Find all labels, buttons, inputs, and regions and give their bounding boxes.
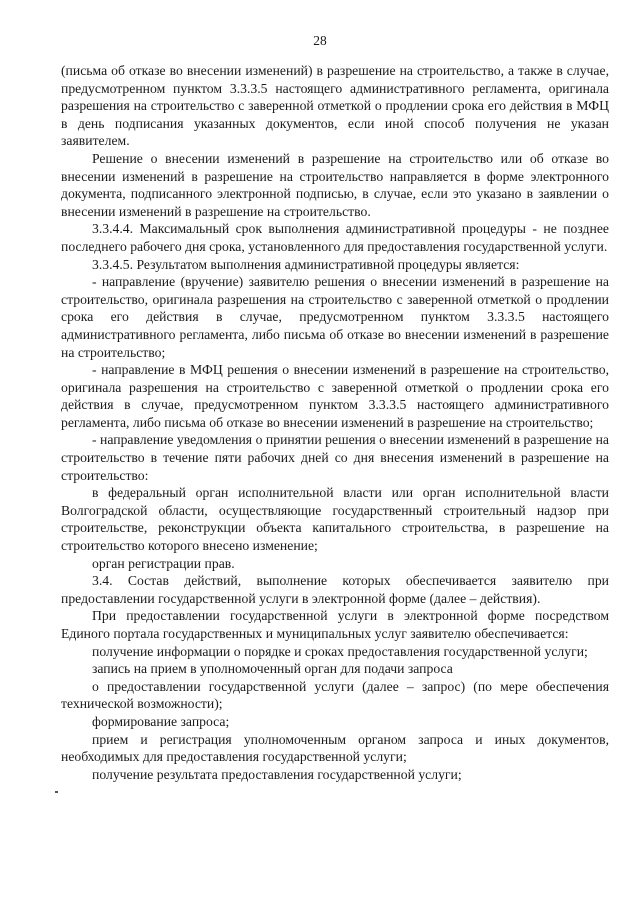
list-item: - направление в МФЦ решения о внесении изменений в разрешение на строительство, оригинала разрешения на строительство с заверенной отметкой о продлении срока его действия в случае, предусмотренном пунктом 3.3.3.5 настоящего административного регламента, либо письма об отказе во внесении изменений в разрешение на строительство; — [61, 362, 609, 430]
list-item: о предоставлении государственной услуги (далее – запрос) (по мере обеспечения технической возможности); — [61, 678, 609, 712]
list-item: прием и регистрация уполномоченным органом запроса и иных документов, необходимых для предоставления государственной услуги; — [61, 731, 609, 765]
paragraph: 3.3.4.5. Результатом выполнения административной процедуры является: — [92, 256, 520, 272]
paragraph: (письма об отказе во внесении изменений) в разрешение на строительство, а также в случае, предусмотренном пунктом 3.3.3.5 настоящего административного регламента, оригинала разрешения на строительство с заверенной отметкой о продлении срока его действия в МФЦ в день подписания указанных документов, если иной способ получения не указан заявителем. — [61, 63, 609, 149]
page-body — [61, 62, 609, 783]
list-item: - направление уведомления о принятии решения о внесении изменений в разрешение на строительство в течение пяти рабочих дней со дня внесения изменений в разрешение на строительство: — [61, 432, 609, 483]
paragraph: При предоставлении государственной услуги в электронной форме посредством Единого портала государственных и муниципальных услуг заявителю обеспечивается: — [61, 608, 609, 641]
page-number: 28 — [313, 33, 327, 48]
paragraph: 3.3.4.4. Максимальный срок выполнения административной процедуры - не позднее последнего рабочего дня срока, установленного для предоставления государственной услуги. — [61, 221, 609, 254]
list-item: - направление (вручение) заявителю решения о внесении изменений в разрешение на строительство, оригинала разрешения на строительство с заверенной отметкой о продлении срока его действия в случае, предусмотренном пунктом 3.3.3.5 настоящего административного регламента, либо письма об отказе во внесении изменений в разрешение на строительство; — [61, 274, 609, 360]
paragraph: Решение о внесении изменений в разрешение на строительство или об отказе во внесении изменений в разрешение на строительство направляется в форме электронного документа, подписанного электронной подписью, в случае, если это указано в заявлении о внесении изменений в разрешение на строительство. — [61, 150, 609, 219]
list-item: получение результата предоставления государственной услуги; — [92, 766, 462, 782]
list-item: формирование запроса; — [92, 713, 230, 729]
list-item: получение информации о порядке и сроках предоставления государственной услуги; — [92, 643, 588, 659]
list-item: запись на прием в уполномоченный орган для подачи запроса — [92, 661, 453, 677]
paragraph: орган регистрации прав. — [92, 555, 235, 571]
paragraph: в федеральный орган исполнительной власти или орган исполнительной власти Волгоградской области, осуществляющие государственный строительный надзор при строительстве, реконструкции объекта капитального строительства, в разрешение на строительство которого внесено изменение; — [61, 485, 609, 554]
scan-speck — [55, 791, 58, 793]
section-paragraph: 3.4. Состав действий, выполнение которых обеспечивается заявителю при предоставлении государственной услуги в электронной форме (далее – действия). — [61, 573, 609, 606]
